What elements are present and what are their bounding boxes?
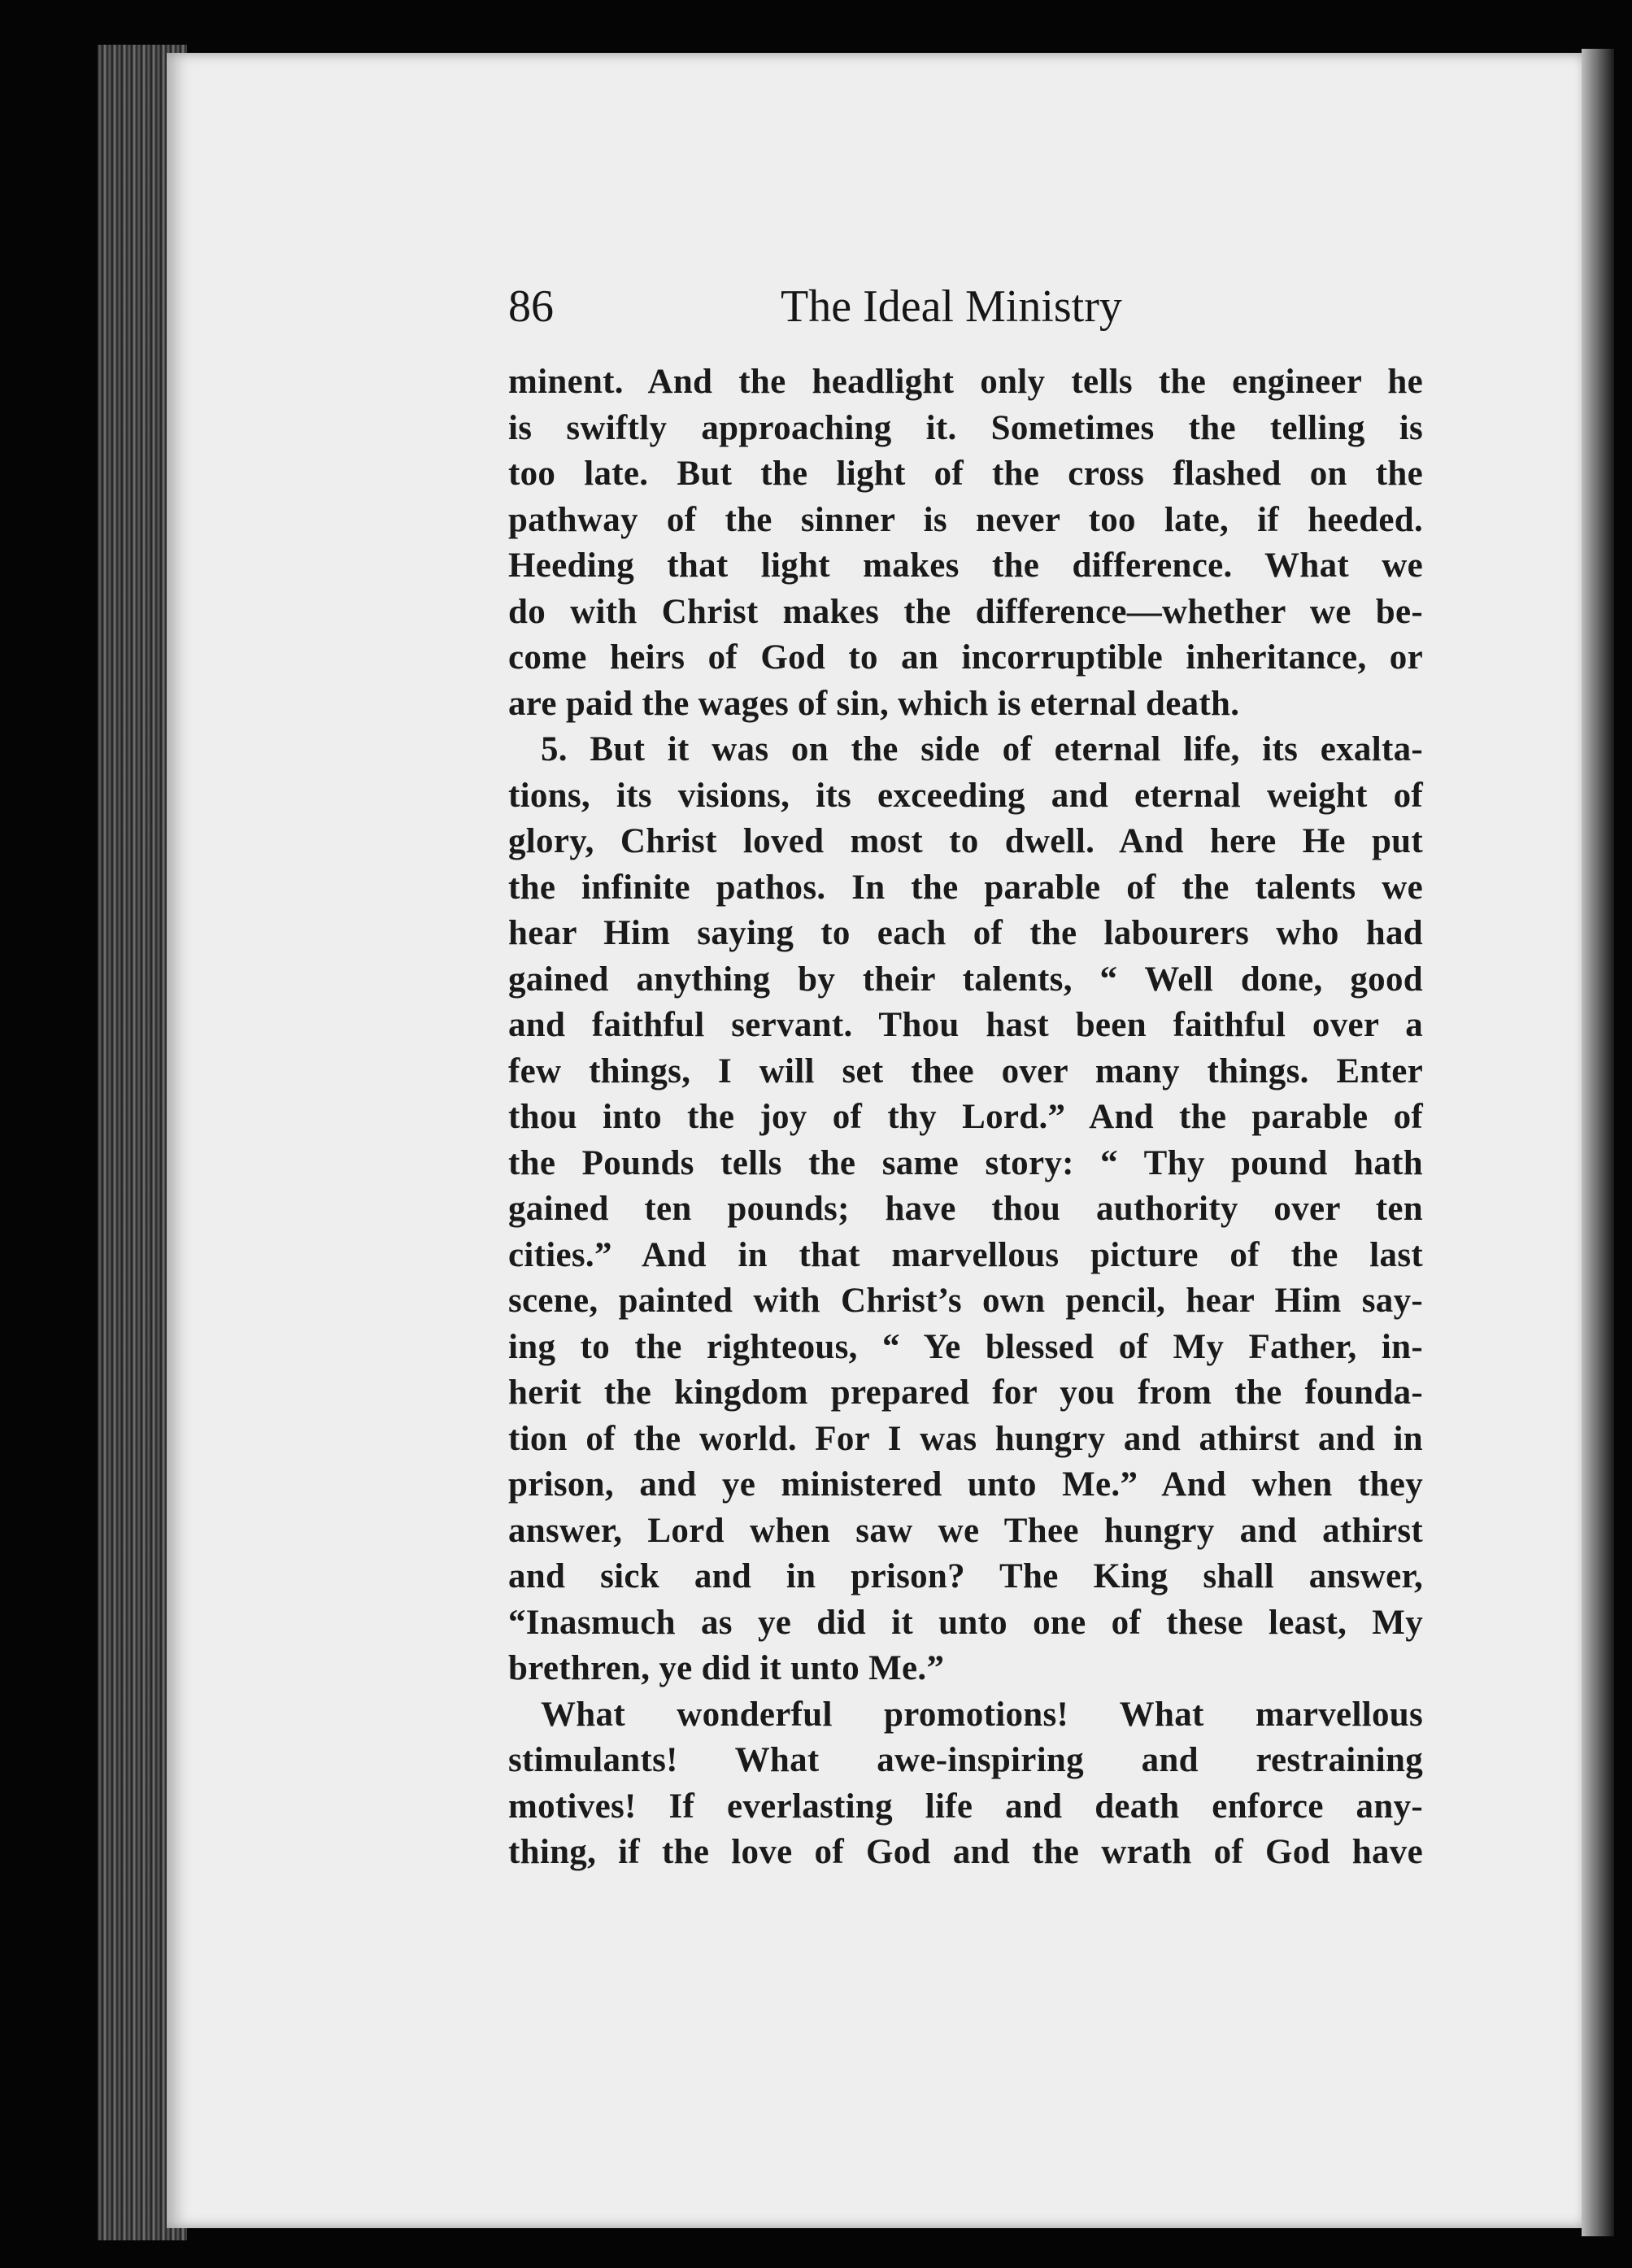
- text-line: hear Him saying to each of the labourers who had: [508, 914, 1423, 952]
- text-line: brethren, ye did it unto Me.”: [508, 1649, 945, 1687]
- text-line: minent. And the headlight only tells the engineer he: [508, 363, 1423, 401]
- text-line: too late. But the light of the cross flashed on the: [508, 455, 1423, 493]
- text-line: prison, and ye ministered unto Me.” And when they: [508, 1465, 1423, 1504]
- text-line: is swiftly approaching it. Sometimes the telling is: [508, 408, 1423, 447]
- text-line: ing to the righteous, “ Ye blessed of My Father, in-: [508, 1327, 1423, 1366]
- text-line: stimulants! What awe-inspiring and restraining: [508, 1741, 1423, 1779]
- text-line: and faithful servant. Thou hast been faithful over a: [508, 1006, 1423, 1044]
- page-right-edge: [1582, 49, 1614, 2236]
- text-line: cities.” And in that marvellous picture of the last: [508, 1235, 1423, 1274]
- text-line: Heeding that light makes the difference. What we: [508, 546, 1423, 585]
- text-line: glory, Christ loved most to dwell. And here He put: [508, 822, 1423, 860]
- text-line: tions, its visions, its exceeding and eternal weight of: [508, 776, 1423, 815]
- text-line: answer, Lord when saw we Thee hungry and athirst: [508, 1511, 1423, 1550]
- text-line: few things, I will set thee over many things. Enter: [508, 1051, 1423, 1090]
- text-line: What wonderful promotions! What marvellous: [541, 1695, 1423, 1734]
- text-line: herit the kingdom prepared for you from the founda-: [508, 1373, 1423, 1412]
- body-text: [508, 359, 1423, 1876]
- page-header: [508, 281, 1443, 346]
- text-line: 5. But it was on the side of eternal life, its exalta-: [541, 730, 1423, 768]
- text-line: “Inasmuch as ye did it unto one of these least, My: [508, 1603, 1423, 1642]
- text-line: the infinite pathos. In the parable of the talents we: [508, 868, 1423, 907]
- text-line: come heirs of God to an incorruptible inheritance, or: [508, 638, 1423, 677]
- text-line: do with Christ makes the difference—whether we be-: [508, 592, 1423, 631]
- text-line: and sick and in prison? The King shall answer,: [508, 1557, 1423, 1595]
- page-number: 86: [508, 281, 554, 332]
- text-line: scene, painted with Christ’s own pencil, hear Him say-: [508, 1282, 1423, 1320]
- text-line: tion of the world. For I was hungry and athirst and in: [508, 1419, 1423, 1458]
- text-line: pathway of the sinner is never too late, if heeded.: [508, 500, 1423, 539]
- text-line: motives! If everlasting life and death enforce any-: [508, 1787, 1423, 1826]
- running-title: The Ideal Ministry: [781, 281, 1122, 332]
- text-line: the Pounds tells the same story: “ Thy pound hath: [508, 1143, 1423, 1182]
- text-line: are paid the wages of sin, which is eternal death.: [508, 684, 1240, 723]
- text-line: thou into the joy of thy Lord.” And the parable of: [508, 1098, 1423, 1136]
- text-line: gained ten pounds; have thou authority over ten: [508, 1190, 1423, 1228]
- text-line: thing, if the love of God and the wrath of God have: [508, 1833, 1423, 1871]
- text-line: gained anything by their talents, “ Well done, good: [508, 960, 1423, 999]
